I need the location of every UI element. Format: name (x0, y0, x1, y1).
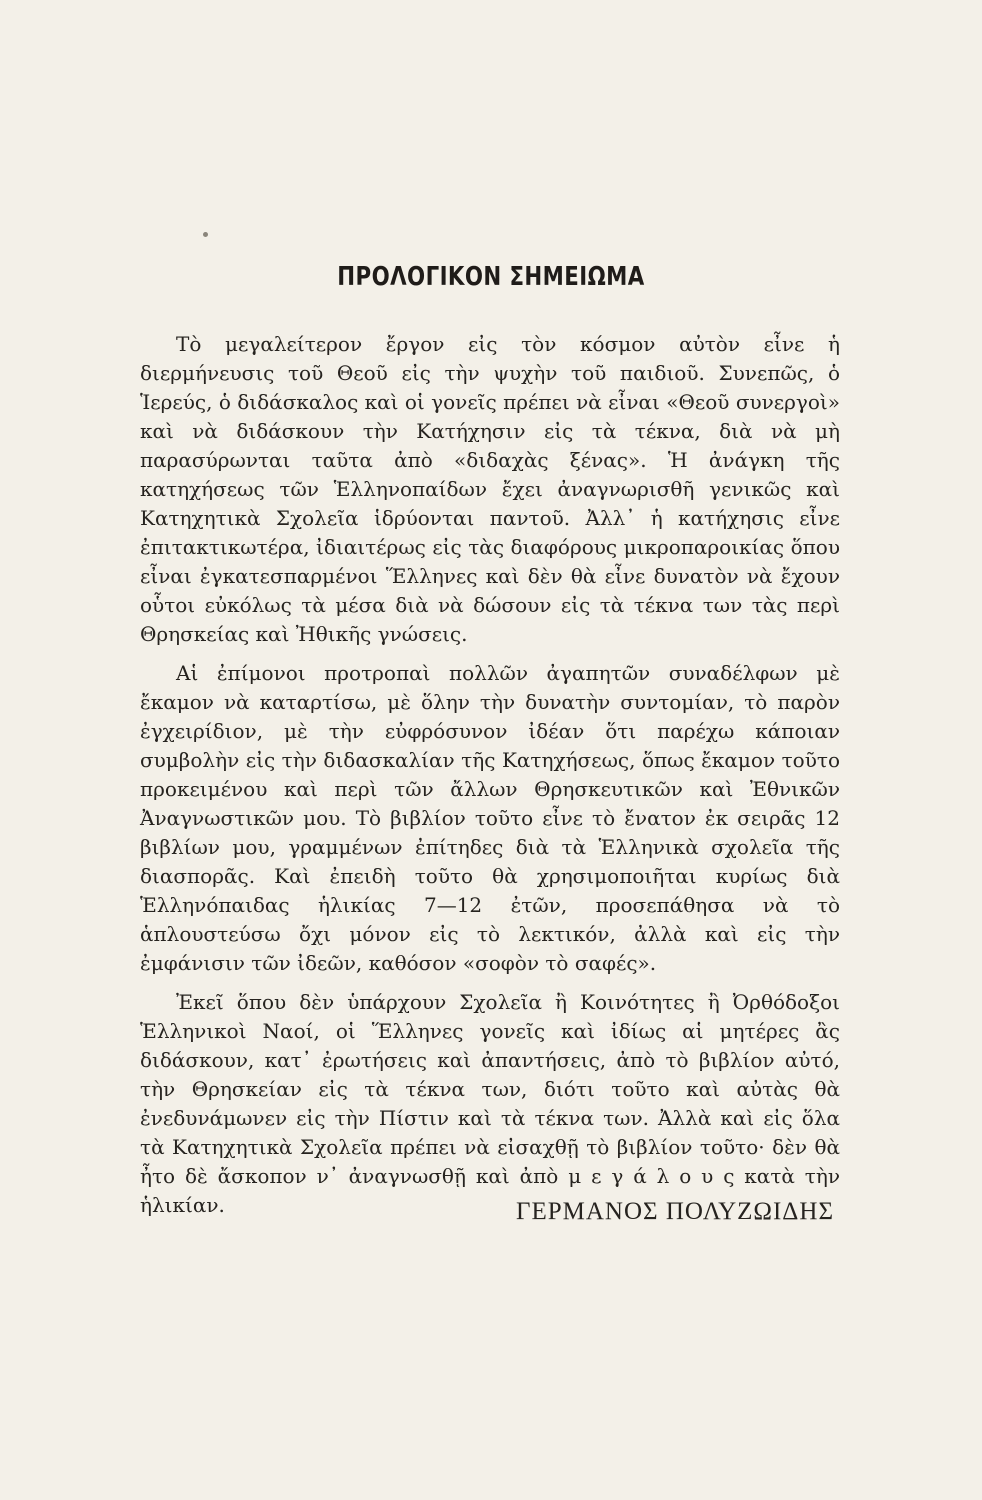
body-text (140, 330, 840, 1230)
paragraph-2: Αἱ ἐπίμονοι προτροπαὶ πολλῶν ἀγαπητῶν συναδέλφων μὲ ἔκαμον νὰ καταρτίσω, μὲ ὅλην τὴν δυνατὴν συντομίαν, τὸ παρὸν ἐγχειρίδιον, μὲ τὴν εὐφρόσυνον ἰδέαν ὅτι παρέχω κάποιαν συμβολὴν εἰς τὴν διδασκαλίαν τῆς Κατηχήσεως, ὅπως ἔκαμον τοῦτο προκειμένου καὶ περὶ τῶν ἄλλων Θρησκευτικῶν καὶ Ἐθνικῶν Ἀναγνωστικῶν μου. Τὸ βιβλίον τοῦτο εἶνε τὸ ἔνατον ἐκ σειρᾶς 12 βιβλίων μου, γραμμένων ἐπίτηδες διὰ τὰ Ἑλληνικὰ σχολεῖα τῆς διασπορᾶς. Καὶ ἐπειδὴ τοῦτο θὰ χρησιμοποιῆται κυρίως διὰ Ἑλληνόπαιδας ἡλικίας 7—12 ἐτῶν, προσεπάθησα νὰ τὸ ἁπλουστεύσω ὄχι μόνον εἰς τὸ λεκτικόν, ἀλλὰ καὶ εἰς τὴν ἐμφάνισιν τῶν ἰδεῶν, καθόσον «σοφὸν τὸ σαφές». (140, 661, 840, 975)
paragraph-3: Ἐκεῖ ὅπου δὲν ὑπάρχουν Σχολεῖα ἢ Κοινότητες ἢ Ὀρθόδοξοι Ἑλληνικοὶ Ναοί, οἱ Ἕλληνες γονεῖς καὶ ἰδίως αἱ μητέρες ἂς διδάσκουν, κατ᾽ ἐρωτήσεις καὶ ἀπαντήσεις, ἀπὸ τὸ βιβλίον αὐτό, τὴν Θρησκείαν εἰς τὰ τέκνα των, διότι τοῦτο καὶ αὐτὰς θὰ ἐνεδυνάμωνεν εἰς τὴν Πίστιν καὶ τὰ τέκνα των. Ἀλλὰ καὶ εἰς ὅλα τὰ Κατηχητικὰ Σχολεῖα πρέπει νὰ εἰσαχθῇ τὸ βιβλίον τοῦτο· δὲν θὰ ἦτο δὲ ἄσκοπον ν᾽ ἀναγνωσθῇ καὶ ἀπὸ μ ε γ ά λ ο υ ς κατὰ τὴν ἡλικίαν. (140, 990, 840, 1217)
ink-speck (203, 232, 208, 237)
page-title: ΠΡΟΛΟΓΙΚΟΝ ΣΗΜΕΙΩΜΑ (337, 262, 645, 292)
paragraph-1: Τὸ μεγαλείτερον ἔργον εἰς τὸν κόσμον αὐτὸν εἶνε ἡ διερμήνευσις τοῦ Θεοῦ εἰς τὴν ψυχὴν τοῦ παιδιοῦ. Συνεπῶς, ὁ Ἱερεύς, ὁ διδάσκαλος καὶ οἱ γονεῖς πρέπει νὰ εἶναι «Θεοῦ συνεργοὶ» καὶ νὰ διδάσκουν τὴν Κατήχησιν εἰς τὰ τέκνα, διὰ νὰ μὴ παρασύρωνται ταῦτα ἀπὸ «διδαχὰς ξένας». Ἡ ἀνάγκη τῆς κατηχήσεως τῶν Ἑλληνοπαίδων ἔχει ἀναγνωρισθῆ γενικῶς καὶ Κατηχητικὰ Σχολεῖα ἱδρύονται παντοῦ. Ἀλλ᾽ ἡ κατήχησις εἶνε ἐπιτακτικωτέρα, ἰδιαιτέρως εἰς τὰς διαφόρους μικροπαροικίας ὅπου εἶναι ἐγκατεσπαρμένοι Ἕλληνες καὶ δὲν θὰ εἶνε δυνατὸν νὰ ἔχουν οὗτοι εὐκόλως τὰ μέσα διὰ νὰ δώσουν εἰς τὰ τέκνα των τὰς περὶ Θρησκείας καὶ Ἠθικῆς γνώσεις. (140, 332, 840, 646)
author-signature: ΓΕΡΜΑΝΟΣ ΠΟΛΥΖΩΙΔΗΣ (516, 1198, 834, 1225)
